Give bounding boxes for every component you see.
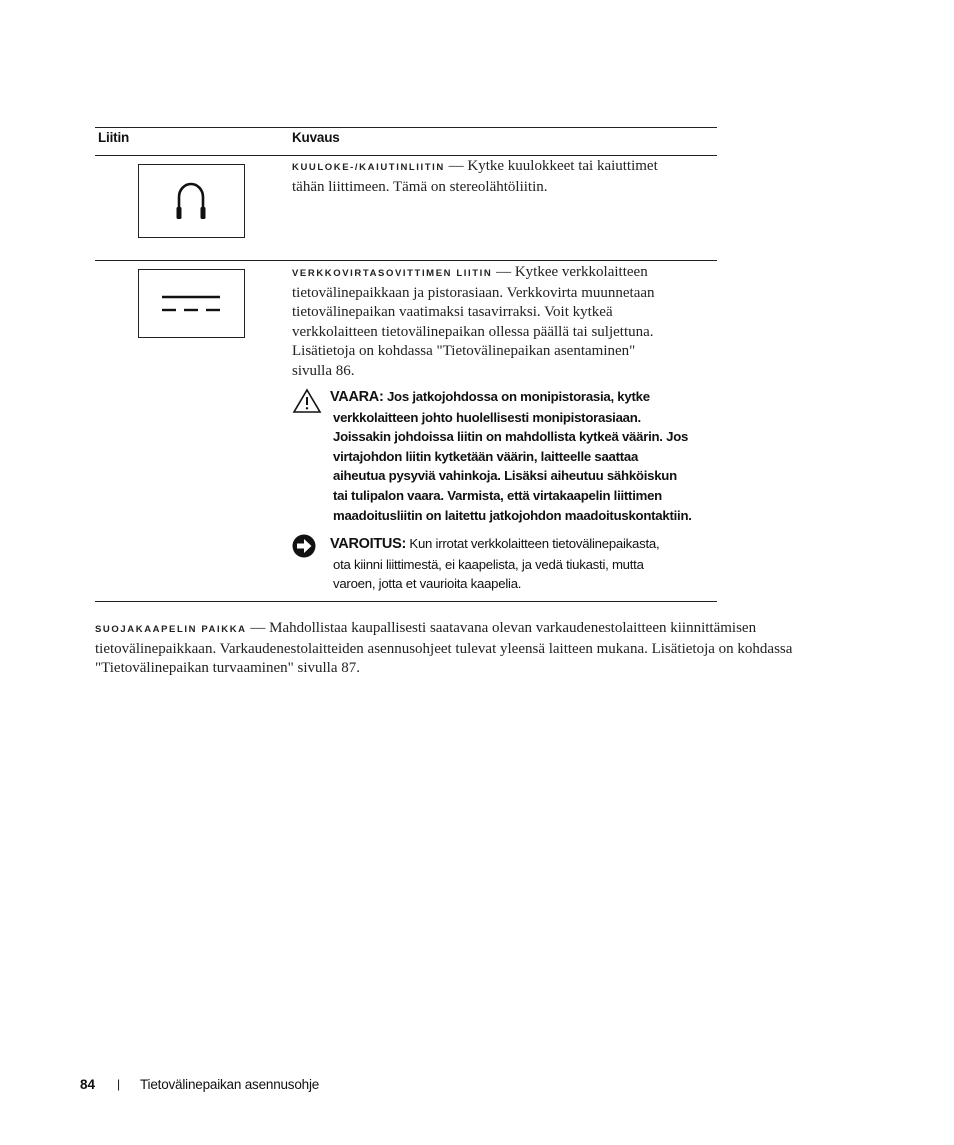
- warning-line: virtajohdon liitin kytketään väärin, laitteelle saattaa: [333, 448, 639, 464]
- table-top-rule: [95, 127, 717, 128]
- description-line: verkkolaitteen tietovälinepaikan ollessa päällä tai suljettuna.: [292, 323, 654, 340]
- description-line: tietovälinepaikan vaatimaksi tasavirraksi. Voit kytkeä: [292, 304, 613, 320]
- paragraph-line: Mahdollistaa kaupallisesti saatavana olevan varkaudenestolaitteen kiinnittämisen: [269, 620, 757, 636]
- paragraph-line: "Tietovälinepaikan turvaaminen" sivulla 87.: [95, 660, 360, 676]
- paragraph-line: tietovälinepaikkaan. Varkaudenestolaitteiden asennusohjeet tulevat yleensä laitteen mukana. Lisätietoja on kohdassa: [95, 640, 793, 657]
- caution-label: VAROITUS:: [330, 536, 406, 552]
- headphone-connector-image: [138, 164, 245, 238]
- ac-adapter-description: [292, 263, 712, 381]
- title-dash: —: [448, 158, 464, 174]
- description-line: Kytke kuulokkeet tai kaiuttimet: [467, 158, 658, 174]
- security-slot-title: SUOJAKAAPELIN PAIKKA: [95, 624, 247, 635]
- dc-power-icon: [139, 270, 243, 336]
- ac-adapter-connector-title: VERKKOVIRTASOVITTIMEN LIITIN: [292, 268, 493, 279]
- headphone-description: [292, 157, 712, 197]
- warning-notice: [292, 387, 717, 527]
- headphone-icon: [139, 165, 243, 236]
- row-rule: [95, 260, 717, 261]
- caution-notice: [292, 534, 717, 596]
- description-line: tähän liittimeen. Tämä on stereolähtöliitin.: [292, 178, 548, 195]
- warning-line: maadoitusliitin on laitettu jatkojohdon maadoituskontaktiin.: [333, 507, 692, 523]
- headphone-connector-title: KUULOKE-/KAIUTINLIITIN: [292, 162, 445, 173]
- warning-text: [330, 387, 720, 525]
- footer-separator: |: [117, 1077, 121, 1091]
- security-slot-paragraph: [95, 619, 865, 679]
- title-dash: —: [496, 264, 512, 280]
- page-number: 84: [80, 1077, 96, 1092]
- warning-line: tai tulipalon vaara. Varmista, että virtakaapelin liittimen: [333, 487, 662, 503]
- caution-line: Kun irrotat verkkolaitteen tietovälinepaikasta,: [409, 536, 660, 551]
- warning-label: VAARA:: [330, 389, 384, 405]
- title-dash: —: [250, 620, 266, 636]
- caution-arrow-icon: [292, 534, 320, 560]
- caution-line: ota kiinni liittimestä, ei kaapelista, ja vedä tiukasti, mutta: [333, 556, 644, 572]
- description-line: Kytkee verkkolaitteen: [514, 264, 648, 280]
- warning-line: aiheutua pysyviä vahinkoja. Lisäksi aiheutuu sähköiskun: [333, 468, 677, 484]
- description-line: Lisätietoja on kohdassa "Tietovälinepaikan asentaminen": [292, 343, 636, 359]
- dc-power-connector-image: [138, 269, 245, 338]
- header-rule: [95, 155, 717, 156]
- caution-text: [330, 534, 720, 594]
- description-line: tietovälinepaikkaan ja pistorasiaan. Verkkovirta muunnetaan: [292, 284, 655, 301]
- column-header-description: Kuvaus: [292, 130, 340, 145]
- warning-triangle-icon: [292, 388, 322, 414]
- column-header-connector: Liitin: [98, 130, 130, 145]
- description-line: sivulla 86.: [292, 362, 355, 379]
- table-bottom-rule: [95, 601, 717, 602]
- running-title: Tietovälinepaikan asennusohje: [140, 1077, 320, 1092]
- caution-line: varoen, jotta et vaurioita kaapelia.: [333, 576, 522, 592]
- warning-line: Joissakin johdoissa liitin on mahdollista kytkeä väärin. Jos: [333, 429, 689, 445]
- warning-line: verkkolaitteen johto huolellisesti monipistorasiaan.: [333, 409, 641, 425]
- warning-line: Jos jatkojohdossa on monipistorasia, kytke: [386, 389, 650, 404]
